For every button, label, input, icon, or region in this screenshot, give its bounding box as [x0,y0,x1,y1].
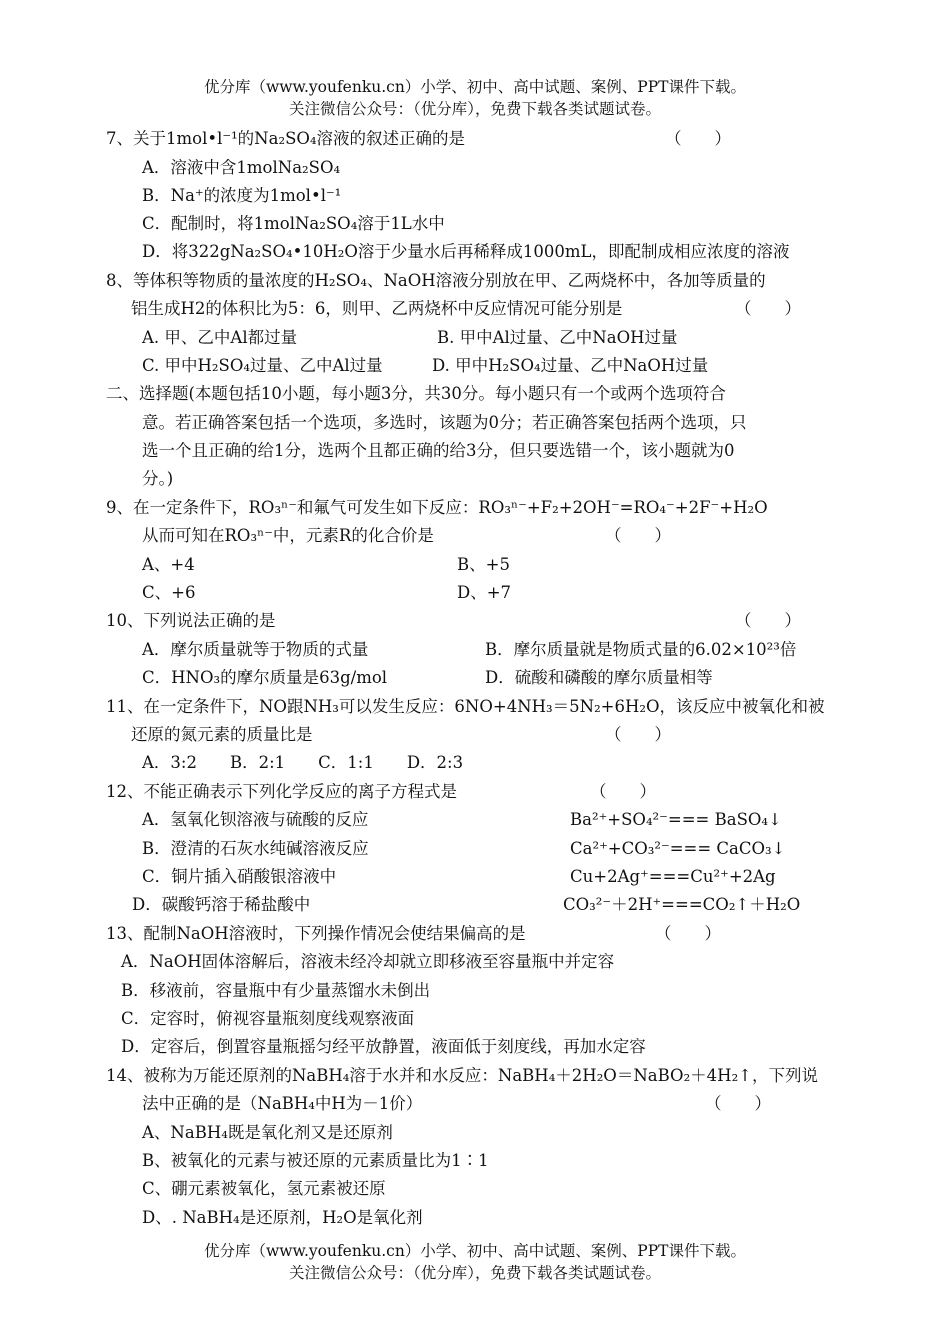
q8-option-c: C. 甲中H₂SO₄过量、乙中Al过量 [142,356,383,375]
q12-option-a-equation: Ba²⁺+SO₄²⁻=== BaSO₄↓ [570,810,782,829]
q12-option-c: C．铜片插入硝酸银溶液中 [142,867,337,886]
q8-answer-bracket: （ ） [735,299,801,318]
q10-option-b: B．摩尔质量就是物质式量的6.02×10²³倍 [485,640,797,659]
q14-stem-line-1: 14、被称为万能还原剂的NaBH₄溶于水并和水反应：NaBH₄＋2H₂O＝NaBO₂＋4H₂↑，下列说 [106,1066,819,1085]
q10-answer-bracket: （ ） [735,611,801,630]
q7-option-c: C．配制时，将1molNa₂SO₄溶于1L水中 [142,214,445,233]
q7-option-a: A．溶液中含1molNa₂SO₄ [142,158,341,177]
q10-option-d: D．硫酸和磷酸的摩尔质量相等 [485,668,713,687]
q14-option-b: B、被氧化的元素与被还原的元素质量比为1∶1 [142,1151,489,1170]
q12-option-c-equation: Cu+2Ag⁺===Cu²⁺+2Ag [570,867,776,886]
q7-stem: 7、关于1mol•l⁻¹的Na₂SO₄溶液的叙述正确的是 [106,129,466,148]
q12-stem: 12、不能正确表示下列化学反应的离子方程式是 [106,782,457,801]
q13-stem: 13、配制NaOH溶液时，下列操作情况会使结果偏高的是 [106,924,526,943]
q13-option-d: D．定容后，倒置容量瓶摇匀经平放静置，液面低于刻度线，再加水定容 [121,1037,646,1056]
q12-answer-bracket: （ ） [590,782,656,801]
header-line-2: 关注微信公众号：（优分库），免费下载各类试题试卷。 [288,100,661,118]
footer-line-2: 关注微信公众号：（优分库），免费下载各类试题试卷。 [288,1264,661,1282]
q12-option-b-equation: Ca²⁺+CO₃²⁻=== CaCO₃↓ [570,839,786,858]
q9-stem-line-1: 9、在一定条件下，RO₃ⁿ⁻和氟气可发生如下反应：RO₃ⁿ⁻+F₂+2OH⁻=RO₄⁻+2F⁻+H₂O [106,498,768,517]
section-2-heading: 二、选择题(本题包括10小题，每小题3分，共30分。每小题只有一个或两个选项符合 [106,384,726,403]
q14-stem-line-2: 法中正确的是（NaBH₄中H为－1价） [142,1094,423,1113]
q12-option-a: A．氢氧化钡溶液与硫酸的反应 [142,810,369,829]
q9-option-b: B、+5 [457,555,510,574]
q10-option-c: C．HNO₃的摩尔质量是63g/mol [142,668,388,687]
q11-stem-line-1: 11、在一定条件下，NO跟NH₃可以发生反应：6NO+4NH₃＝5N₂+6H₂O，该反应中被氧化和被 [106,697,825,716]
q7-option-b: B．Na⁺的浓度为1mol•l⁻¹ [142,186,342,205]
footer-line-1: 优分库（www.youfenku.cn）小学、初中、高中试题、案例、PPT课件下载。 [203,1242,747,1260]
q11-stem-line-2: 还原的氮元素的质量比是 [131,725,313,744]
q13-answer-bracket: （ ） [655,924,721,943]
q14-option-c: C、硼元素被氧化，氢元素被还原 [142,1179,386,1198]
q11-options: A．3:2 B．2:1 C．1:1 D．2:3 [142,753,464,772]
q9-option-d: D、+7 [457,583,512,602]
q12-option-d-equation: CO₃²⁻＋2H⁺===CO₂↑＋H₂O [563,895,801,914]
section-2-instructions-line-3: 选一个且正确的给1分，选两个且都正确的给3分，但只要选错一个，该小题就为0 [142,441,735,460]
q12-option-d: D．碳酸钙溶于稀盐酸中 [132,895,311,914]
header-line-1: 优分库（www.youfenku.cn）小学、初中、高中试题、案例、PPT课件下载。 [203,78,747,96]
q13-option-c: C．定容时，俯视容量瓶刻度线观察液面 [121,1009,415,1028]
q14-option-a: A、NaBH₄既是氧化剂又是还原剂 [142,1123,393,1142]
q8-option-a: A. 甲、乙中Al都过量 [142,328,298,347]
q9-stem-line-2: 从而可知在RO₃ⁿ⁻中，元素R的化合价是 [142,526,434,545]
q7-option-d: D．将322gNa₂SO₄•10H₂O溶于少量水后再稀释成1000mL，即配制成相应浓度的溶液 [142,242,790,261]
q13-option-b: B．移液前，容量瓶中有少量蒸馏水未倒出 [121,981,431,1000]
q7-answer-bracket: （ ） [665,129,731,148]
q9-answer-bracket: （ ） [605,526,671,545]
q8-stem-line-1: 8、等体积等物质的量浓度的H₂SO₄、NaOH溶液分别放在甲、乙两烧杯中，各加等质量的 [106,271,766,290]
q14-answer-bracket: （ ） [705,1094,771,1113]
section-2-instructions-line-4: 分。) [142,469,174,488]
q11-answer-bracket: （ ） [605,725,671,744]
q9-option-c: C、+6 [142,583,196,602]
q9-option-a: A、+4 [142,555,195,574]
q8-option-b: B. 甲中Al过量、乙中NaOH过量 [437,328,678,347]
q8-stem-line-2: 铝生成H2的体积比为5：6，则甲、乙两烧杯中反应情况可能分别是 [131,299,623,318]
section-2-instructions-line-2: 意。若正确答案包括一个选项，多选时，该题为0分；若正确答案包括两个选项，只 [142,413,747,432]
q8-option-d: D. 甲中H₂SO₄过量、乙中NaOH过量 [432,356,709,375]
q10-stem: 10、下列说法正确的是 [106,611,276,630]
q14-option-d: D、. NaBH₄是还原剂，H₂O是氧化剂 [142,1208,423,1227]
q12-option-b: B．澄清的石灰水纯碱溶液反应 [142,839,369,858]
q13-option-a: A．NaOH固体溶解后，溶液未经冷却就立即移液至容量瓶中并定容 [121,952,615,971]
q10-option-a: A．摩尔质量就等于物质的式量 [142,640,369,659]
